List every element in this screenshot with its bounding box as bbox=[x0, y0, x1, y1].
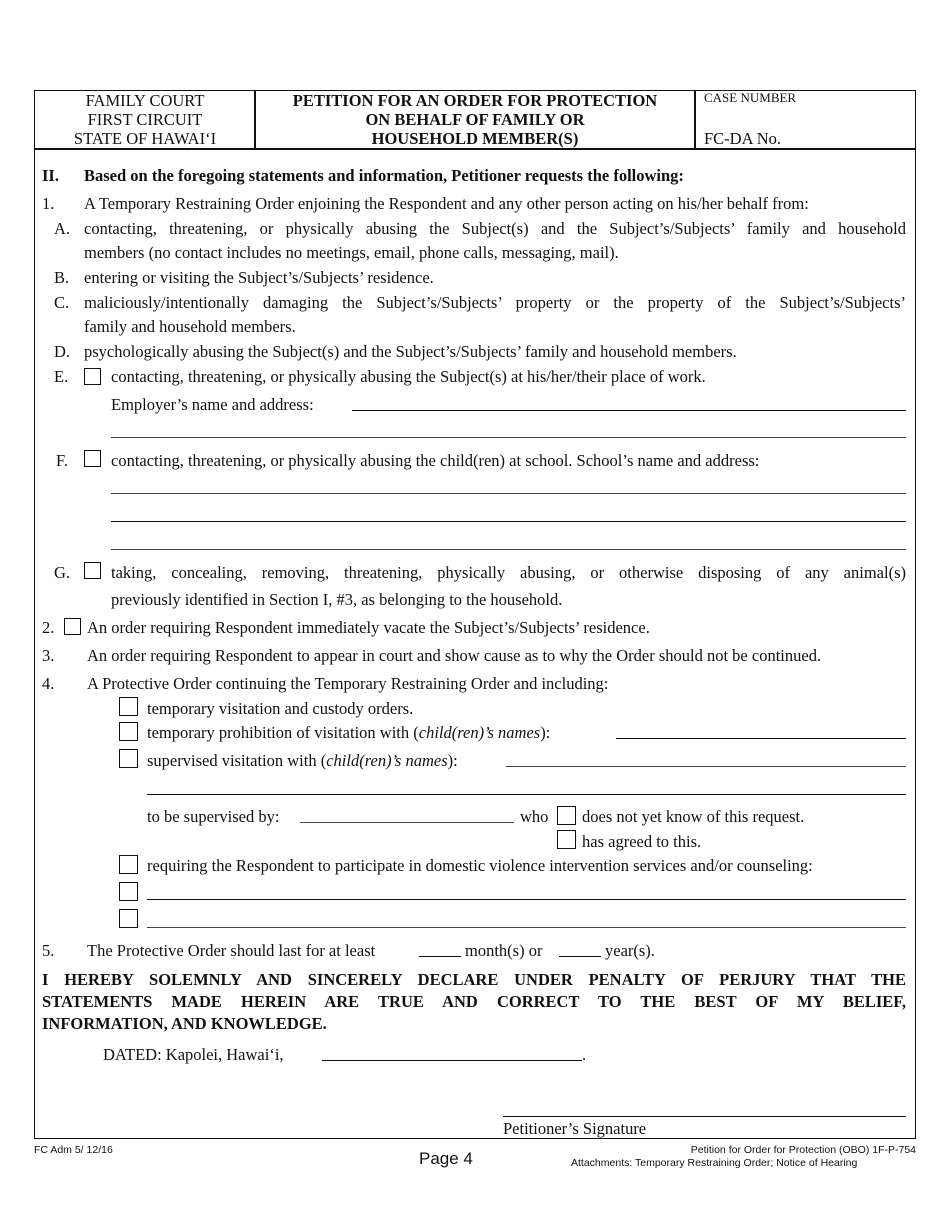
item1b-letter: B. bbox=[54, 268, 70, 287]
item1c-line2: family and household members. bbox=[84, 317, 296, 336]
court-name bbox=[36, 91, 254, 148]
item5-number: 5. bbox=[42, 941, 55, 960]
declaration-line3: INFORMATION, AND KNOWLEDGE. bbox=[42, 1014, 327, 1033]
item1c-letter: C. bbox=[54, 293, 70, 312]
item4-opt1-checkbox[interactable] bbox=[119, 697, 138, 716]
not-know-text: does not yet know of this request. bbox=[582, 807, 805, 826]
item1-text: A Temporary Restraining Order enjoining the Respondent and any other person acting on his/her behalf from: bbox=[84, 194, 809, 213]
header-divider-right bbox=[694, 90, 696, 149]
item4-opt3-text-b: child(ren)’s names bbox=[326, 751, 448, 770]
item1f-letter: F. bbox=[56, 451, 68, 470]
footer-right-line2: Attachments: Temporary Restraining Order; Notice of Hearing bbox=[571, 1157, 858, 1169]
footer-form-id: FC Adm 5/ 12/16 bbox=[34, 1144, 113, 1156]
item1a-line2: members (no contact includes no meetings, email, phone calls, messaging, mail). bbox=[84, 243, 619, 262]
employer-field-line1[interactable] bbox=[352, 410, 906, 411]
school-field-line3[interactable] bbox=[111, 549, 906, 550]
header-bottom-rule bbox=[34, 148, 916, 150]
dated-label: DATED: Kapolei, Hawai‘i, bbox=[103, 1045, 284, 1064]
item1c-line1: maliciously/intentionally damaging the Subject’s/Subjects’ property or the property of the Subject’s/Subjects’ bbox=[84, 293, 906, 312]
item4-opt4-checkbox[interactable] bbox=[119, 855, 138, 874]
item4-opt4-text: requiring the Respondent to participate in domestic violence intervention services and/or counseling: bbox=[147, 856, 813, 875]
item5-text-a: The Protective Order should last for at least bbox=[87, 941, 376, 960]
item4-opt5-field[interactable] bbox=[147, 899, 906, 900]
supervisor-field[interactable] bbox=[300, 822, 514, 823]
item5-text-c: year(s). bbox=[605, 941, 655, 960]
title-line-1: PETITION FOR AN ORDER FOR PROTECTION bbox=[292, 91, 658, 110]
case-number-field[interactable]: FC-DA No. bbox=[704, 129, 782, 148]
item4-number: 4. bbox=[42, 674, 55, 693]
item1e-checkbox[interactable] bbox=[84, 368, 101, 385]
title-line-3: HOUSEHOLD MEMBER(S) bbox=[371, 129, 579, 148]
item1d-letter: D. bbox=[54, 342, 71, 361]
item4-opt2-checkbox[interactable] bbox=[119, 722, 138, 741]
school-field-line2[interactable] bbox=[111, 521, 906, 522]
item2-checkbox[interactable] bbox=[64, 618, 81, 635]
dated-end: . bbox=[582, 1045, 587, 1064]
not-know-checkbox[interactable] bbox=[557, 806, 576, 825]
court-line-2: FIRST CIRCUIT bbox=[87, 110, 203, 129]
declaration-line2: STATEMENTS MADE HEREIN ARE TRUE AND CORRECT TO THE BEST OF MY BELIEF, bbox=[42, 992, 906, 1011]
item1g-line1: taking, concealing, removing, threatening, physically abusing, or otherwise disposing of any animal(s) bbox=[111, 563, 906, 582]
section-number: II. bbox=[42, 166, 59, 185]
item4-opt2-text bbox=[147, 723, 550, 743]
footer-right-line1: Petition for Order for Protection (OBO) 1F-P-754 bbox=[690, 1144, 916, 1156]
item2-text: An order requiring Respondent immediately vacate the Subject’s/Subjects’ residence. bbox=[87, 618, 650, 637]
who-label: who bbox=[520, 807, 549, 826]
declaration-line1: I HEREBY SOLEMNLY AND SINCERELY DECLARE UNDER PENALTY OF PERJURY THAT THE bbox=[42, 970, 906, 989]
item1-number: 1. bbox=[42, 194, 55, 213]
item4-opt2-text-c: ): bbox=[540, 723, 551, 742]
item1e-letter: E. bbox=[54, 367, 69, 386]
agreed-text: has agreed to this. bbox=[582, 832, 702, 851]
employer-label: Employer’s name and address: bbox=[111, 395, 314, 414]
months-field[interactable] bbox=[419, 956, 461, 957]
item1b-text: entering or visiting the Subject’s/Subjects’ residence. bbox=[84, 268, 434, 287]
item1f-text: contacting, threatening, or physically abusing the child(ren) at school. School’s name and address: bbox=[111, 451, 760, 470]
section-heading: Based on the foregoing statements and information, Petitioner requests the following: bbox=[84, 166, 684, 185]
item1g-line2: previously identified in Section I, #3, as belonging to the household. bbox=[111, 590, 563, 609]
supervised-names-field-line2[interactable] bbox=[147, 794, 906, 795]
item4-opt3-text-c: ): bbox=[447, 751, 458, 770]
item4-opt5-checkbox[interactable] bbox=[119, 882, 138, 901]
item1a-line1: contacting, threatening, or physically abusing the Subject(s) and the Subject’s/Subjects’ family and household bbox=[84, 219, 906, 238]
item4-opt3-text-a: supervised visitation with ( bbox=[147, 751, 327, 770]
item1d-text: psychologically abusing the Subject(s) and the Subject’s/Subjects’ family and household members. bbox=[84, 342, 737, 361]
agreed-checkbox[interactable] bbox=[557, 830, 576, 849]
employer-field-line2[interactable] bbox=[111, 437, 906, 438]
item4-opt6-field[interactable] bbox=[147, 927, 906, 928]
item1g-letter: G. bbox=[54, 563, 71, 582]
item4-opt3-checkbox[interactable] bbox=[119, 749, 138, 768]
item1a-letter: A. bbox=[54, 219, 71, 238]
signature-label: Petitioner’s Signature bbox=[503, 1119, 647, 1138]
prohibition-names-field[interactable] bbox=[616, 738, 906, 739]
item4-opt2-text-b: child(ren)’s names bbox=[418, 723, 541, 742]
item2-number: 2. bbox=[42, 618, 55, 637]
item4-opt3-text bbox=[147, 751, 458, 771]
form-title bbox=[256, 91, 694, 148]
item5-text-b: month(s) or bbox=[465, 941, 543, 960]
item4-opt6-checkbox[interactable] bbox=[119, 909, 138, 928]
title-line-2: ON BEHALF OF FAMILY OR bbox=[365, 110, 585, 129]
court-line-3: STATE OF HAWAI‘I bbox=[73, 129, 217, 148]
item4-text: A Protective Order continuing the Temporary Restraining Order and including: bbox=[87, 674, 609, 693]
item3-text: An order requiring Respondent to appear in court and show cause as to why the Order should not be continued. bbox=[87, 646, 822, 665]
date-field[interactable] bbox=[322, 1060, 582, 1061]
case-number-label: CASE NUMBER bbox=[704, 90, 797, 105]
years-field[interactable] bbox=[559, 956, 601, 957]
item1f-checkbox[interactable] bbox=[84, 450, 101, 467]
item1e-text: contacting, threatening, or physically abusing the Subject(s) at his/her/their place of work. bbox=[111, 367, 706, 386]
court-line-1: FAMILY COURT bbox=[85, 91, 205, 110]
supervised-by-label: to be supervised by: bbox=[147, 807, 280, 826]
footer-page: Page 4 bbox=[419, 1149, 473, 1168]
item3-number: 3. bbox=[42, 646, 55, 665]
signature-field[interactable] bbox=[503, 1116, 906, 1117]
item4-opt1-text: temporary visitation and custody orders. bbox=[147, 699, 414, 718]
item4-opt2-text-a: temporary prohibition of visitation with ( bbox=[147, 723, 419, 742]
item1g-checkbox[interactable] bbox=[84, 562, 101, 579]
supervised-names-field-line1[interactable] bbox=[506, 766, 906, 767]
school-field-line1[interactable] bbox=[111, 493, 906, 494]
